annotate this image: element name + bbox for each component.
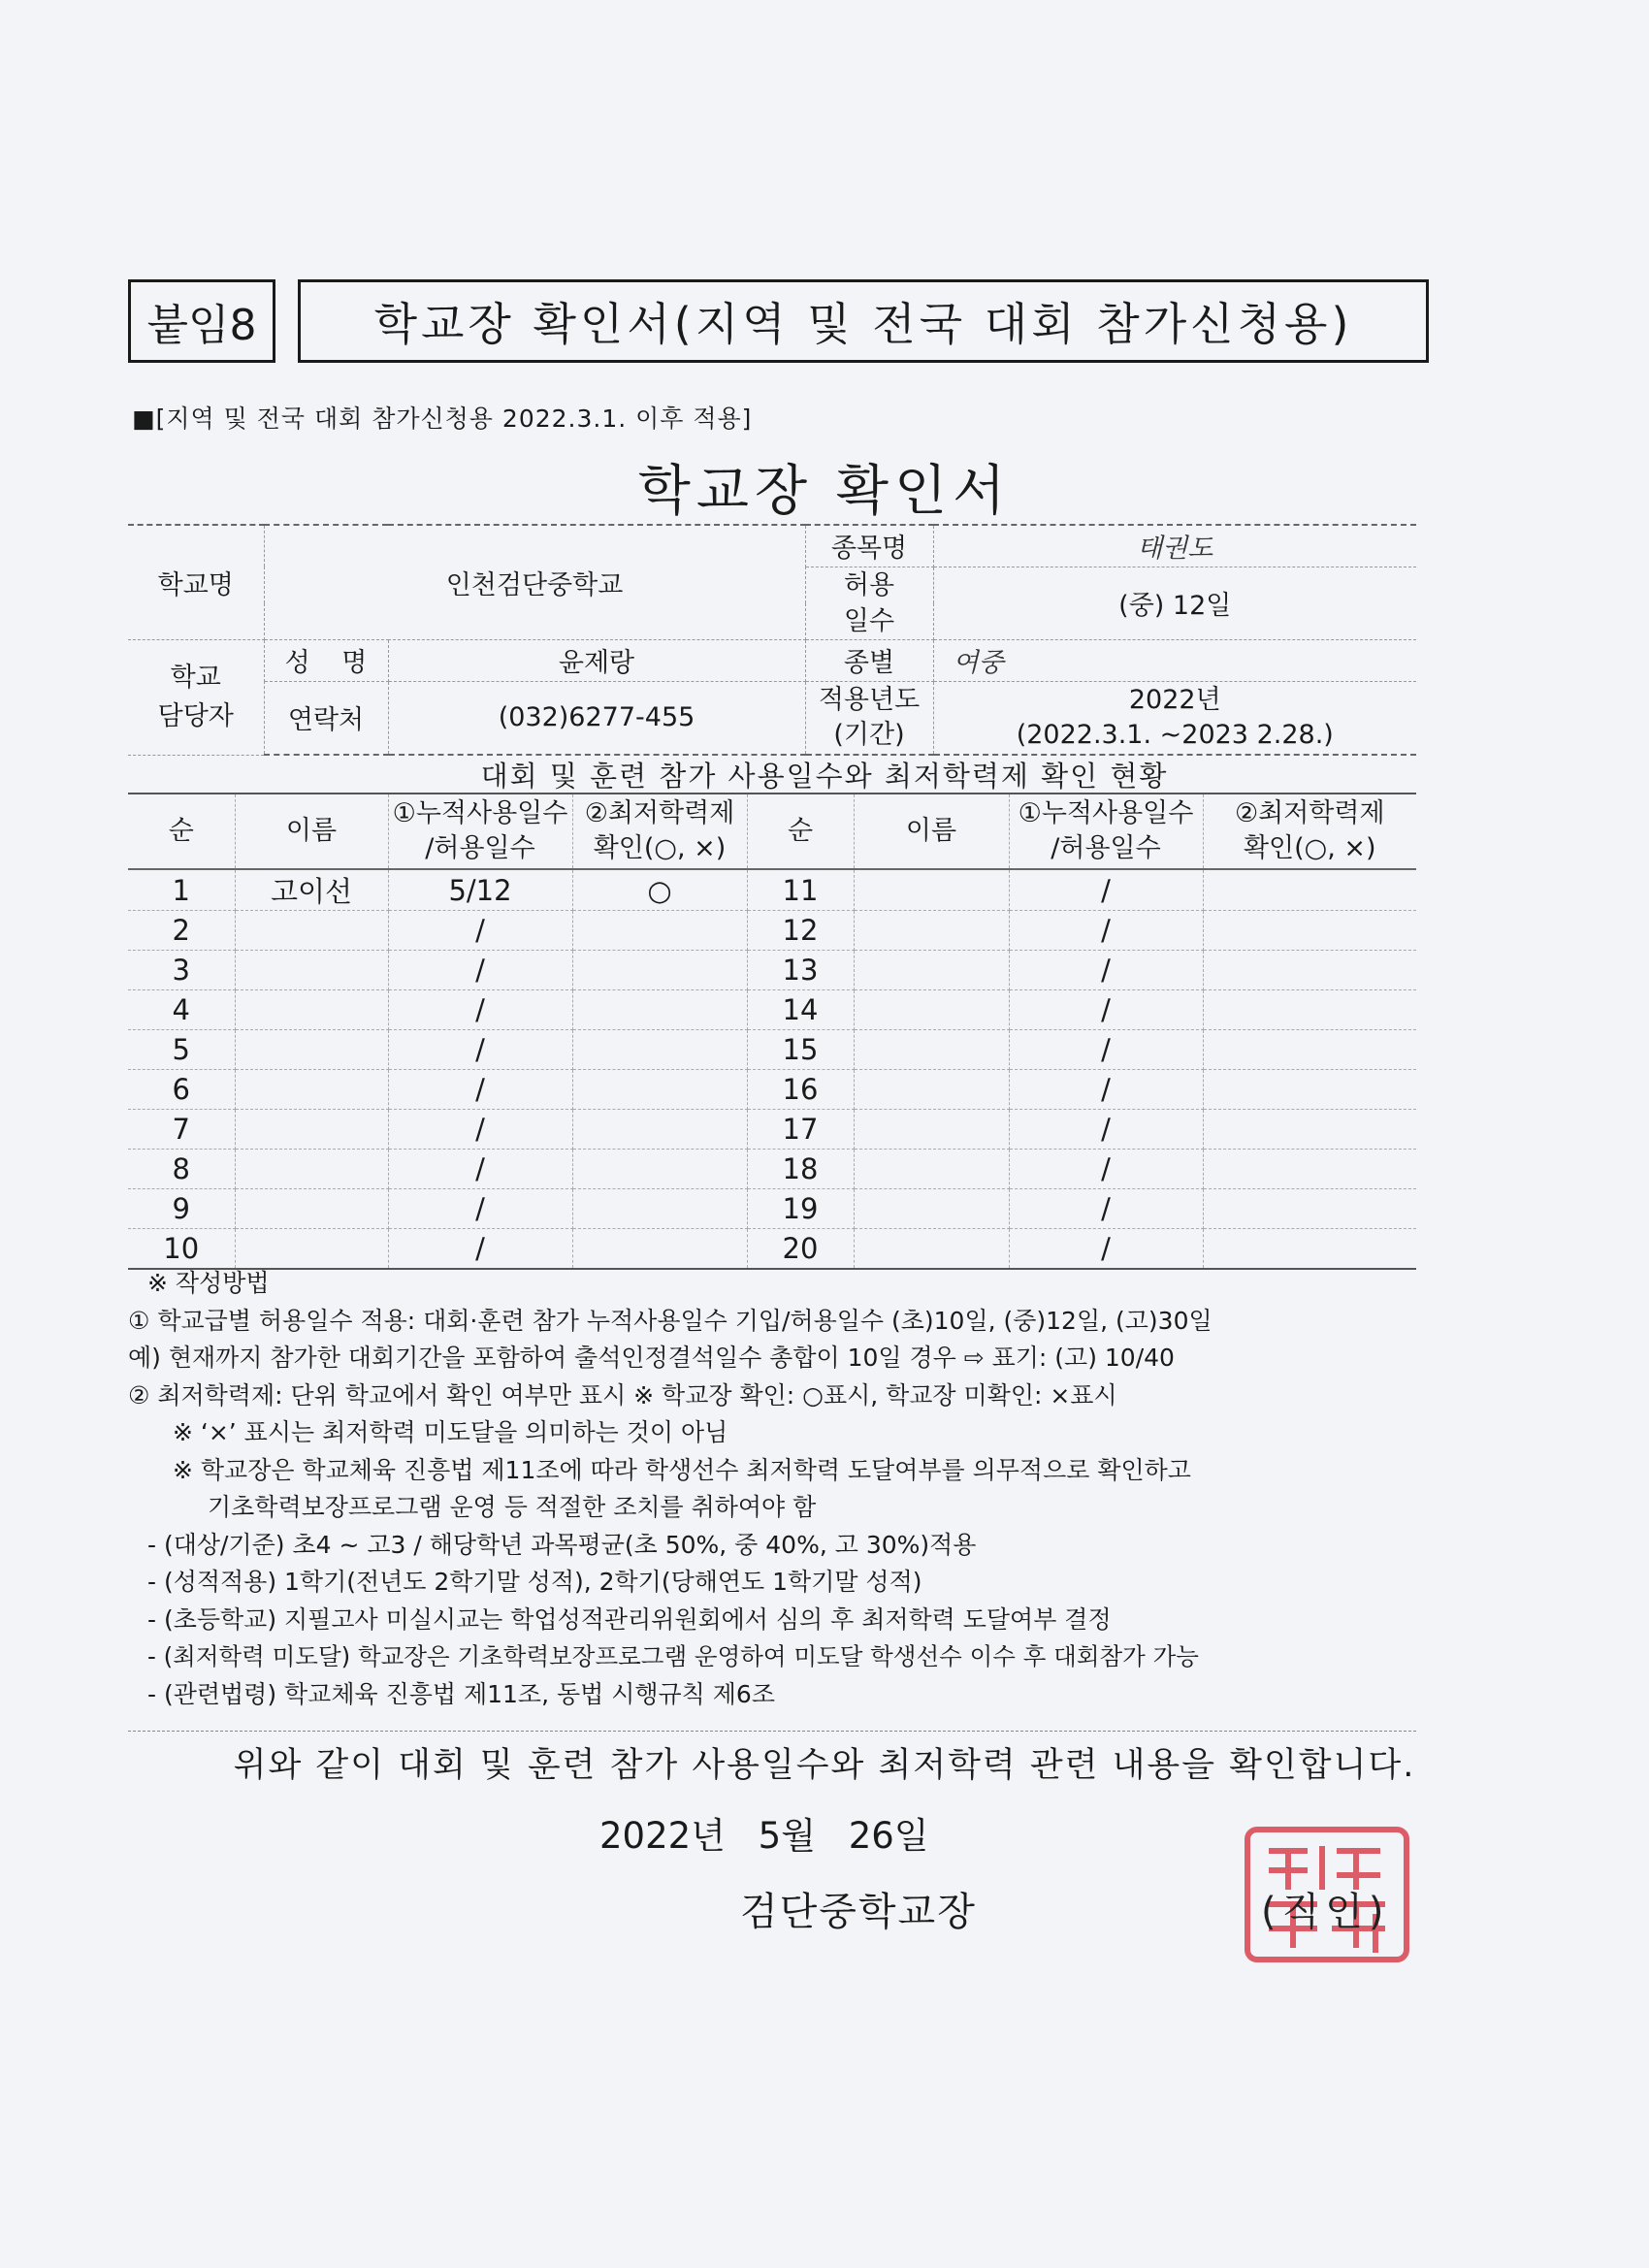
guide-line: - (관련법령) 학교체육 진흥법 제11조, 동법 시행규칙 제6조	[147, 1679, 775, 1708]
table-row	[128, 911, 1416, 951]
guide-line: 예) 현재까지 참가한 대회기간을 포함하여 출석인정결석일수 총합이 10일 경우 ⇨ 표기: (고) 10/40	[128, 1344, 1175, 1372]
cell-check	[1203, 1030, 1416, 1070]
cell-days: /	[1009, 869, 1203, 911]
guide-line: 기초학력보장프로그램 운영 등 적절한 조치를 취하여야 함	[208, 1493, 817, 1521]
header-days-right: ①누적사용일수 /허용일수	[1009, 794, 1203, 869]
cell-name	[235, 1229, 388, 1270]
cell-no: 16	[747, 1070, 854, 1110]
cell-no: 14	[747, 990, 854, 1030]
allowed-days-label: 허용 일수	[805, 567, 933, 639]
table-row	[128, 1070, 1416, 1110]
contact-label: 연락처	[264, 681, 388, 755]
category-label: 종별	[805, 639, 933, 681]
cell-days: /	[388, 1070, 572, 1110]
table-row	[128, 869, 1416, 911]
cell-check	[1203, 990, 1416, 1030]
header-name-right: 이름	[854, 794, 1009, 869]
period-text: (2022.3.1. ~2023 2.28.)	[1016, 719, 1334, 750]
cell-name	[854, 1030, 1009, 1070]
cell-name	[235, 1070, 388, 1110]
cell-check	[572, 1229, 747, 1270]
school-info-table	[128, 524, 1416, 756]
cell-no: 9	[128, 1189, 235, 1229]
cell-check	[1203, 1150, 1416, 1189]
staff-name-label: 성 명	[264, 639, 388, 681]
cell-check	[1203, 1189, 1416, 1229]
table-row	[128, 1189, 1416, 1229]
cell-name	[235, 1110, 388, 1150]
guide-line: - (최저학력 미도달) 학교장은 기초학력보장프로그램 운영하여 미도달 학생선수 이수 후 대회참가 가능	[147, 1642, 1199, 1670]
cell-days: /	[388, 911, 572, 951]
cell-check	[1203, 1110, 1416, 1150]
cell-check	[1203, 911, 1416, 951]
cell-check	[572, 990, 747, 1030]
cell-check	[1203, 1070, 1416, 1110]
cell-days: /	[388, 951, 572, 990]
allowed-days-value: (중) 12일	[933, 567, 1416, 639]
guide-line: ※ 학교장은 학교체육 진흥법 제11조에 따라 학생선수 최저학력 도달여부를 의무적으로 확인하고	[173, 1455, 1191, 1484]
cell-days: /	[1009, 1229, 1203, 1270]
document-header-title: 학교장 확인서(지역 및 전국 대회 참가신청용)	[298, 279, 1429, 363]
signer-title: 검단중학교장	[740, 1890, 977, 1934]
cell-no: 6	[128, 1070, 235, 1110]
cell-days: /	[388, 1189, 572, 1229]
cell-check: ○	[572, 869, 747, 911]
cell-no: 20	[747, 1229, 854, 1270]
cell-no: 11	[747, 869, 854, 911]
cell-no: 10	[128, 1229, 235, 1270]
cell-name	[235, 1189, 388, 1229]
header-days-left: ①누적사용일수 /허용일수	[388, 794, 572, 869]
table-row	[128, 990, 1416, 1030]
cell-days: /	[1009, 951, 1203, 990]
cell-check	[572, 951, 747, 990]
cell-no: 8	[128, 1150, 235, 1189]
page-title: 학교장 확인서	[637, 460, 1012, 523]
cell-no: 15	[747, 1030, 854, 1070]
writing-guide	[128, 1265, 1428, 1713]
table-row	[128, 1030, 1416, 1070]
school-name-label: 학교명	[128, 525, 264, 639]
guide-line: - (대상/기준) 초4 ~ 고3 / 해당학년 과목평균(초 50%, 중 40%, 고 30%)적용	[147, 1530, 977, 1559]
records-section-title: 대회 및 훈련 참가 사용일수와 최저학력제 확인 현황	[480, 760, 1169, 793]
applicability-notice: ■[지역 및 전국 대회 참가신청용 2022.3.1. 이후 적용]	[132, 405, 753, 433]
cell-no: 19	[747, 1189, 854, 1229]
cell-name	[854, 1070, 1009, 1110]
cell-no: 2	[128, 911, 235, 951]
cell-name	[854, 869, 1009, 911]
cell-name	[854, 1150, 1009, 1189]
cell-days: /	[1009, 1110, 1203, 1150]
cell-days: /	[388, 1150, 572, 1189]
cell-check	[1203, 869, 1416, 911]
cell-name	[235, 911, 388, 951]
cell-days: /	[388, 1229, 572, 1270]
cell-name	[854, 951, 1009, 990]
contact-value: (032)6277-455	[388, 681, 805, 755]
cell-days: /	[1009, 990, 1203, 1030]
table-row	[128, 951, 1416, 990]
cell-check	[1203, 951, 1416, 990]
cell-check	[572, 1070, 747, 1110]
records-body	[128, 869, 1416, 1269]
cell-no: 4	[128, 990, 235, 1030]
year-label: 적용년도 (기간)	[805, 681, 933, 755]
cell-days: /	[1009, 1150, 1203, 1189]
cell-days: /	[388, 990, 572, 1030]
cell-name	[854, 1229, 1009, 1270]
cell-days: /	[1009, 1070, 1203, 1110]
header-check-right: ②최저학력제 확인(○, ×)	[1203, 794, 1416, 869]
cell-no: 1	[128, 869, 235, 911]
guide-line: ※ ‘×’ 표시는 최저학력 미도달을 의미하는 것이 아님	[173, 1418, 728, 1446]
staff-label: 학교 담당자	[128, 639, 264, 755]
sport-label: 종목명	[805, 525, 933, 567]
cell-name	[235, 1150, 388, 1189]
cell-days: /	[388, 1110, 572, 1150]
cell-no: 5	[128, 1030, 235, 1070]
cell-days: /	[1009, 1189, 1203, 1229]
cell-check	[572, 1110, 747, 1150]
cell-days: /	[388, 1030, 572, 1070]
confirmation-statement: 위와 같이 대회 및 훈련 참가 사용일수와 최저학력 관련 내용을 확인합니다.	[233, 1746, 1416, 1785]
cell-name: 고이선	[235, 869, 388, 911]
header-no-right: 순	[747, 794, 854, 869]
cell-name	[235, 1030, 388, 1070]
cell-no: 3	[128, 951, 235, 990]
header-no-left: 순	[128, 794, 235, 869]
cell-check	[572, 1030, 747, 1070]
guide-line: ① 학교급별 허용일수 적용: 대회·훈련 참가 누적사용일수 기입/허용일수 (초)10일, (중)12일, (고)30일	[128, 1306, 1212, 1335]
cell-no: 7	[128, 1110, 235, 1150]
table-row	[128, 1150, 1416, 1189]
guide-line: - (성적적용) 1학기(전년도 2학기말 성적), 2학기(당해연도 1학기말 성적)	[147, 1568, 922, 1596]
divider	[128, 1731, 1416, 1732]
category-value: 여중	[933, 639, 1416, 681]
cell-name	[854, 911, 1009, 951]
cell-name	[235, 951, 388, 990]
school-name-value: 인천검단중학교	[264, 525, 805, 639]
cell-check	[572, 1150, 747, 1189]
cell-name	[854, 1189, 1009, 1229]
cell-no: 17	[747, 1110, 854, 1150]
guide-line: - (초등학교) 지필고사 미실시교는 학업성적관리위원회에서 심의 후 최저학력 도달여부 결정	[147, 1604, 1112, 1634]
table-row	[128, 1229, 1416, 1270]
guide-line: ② 최저학력제: 단위 학교에서 확인 여부만 표시 ※ 학교장 확인: ○표시, 학교장 미확인: ×표시	[128, 1380, 1117, 1409]
year-value	[933, 681, 1416, 755]
cell-no: 18	[747, 1150, 854, 1189]
cell-check	[572, 1189, 747, 1229]
cell-check	[1203, 1229, 1416, 1270]
cell-days: 5/12	[388, 869, 572, 911]
cell-name	[854, 990, 1009, 1030]
cell-days: /	[1009, 1030, 1203, 1070]
cell-check	[572, 911, 747, 951]
header-check-left: ②최저학력제 확인(○, ×)	[572, 794, 747, 869]
cell-no: 12	[747, 911, 854, 951]
header-name-left: 이름	[235, 794, 388, 869]
cell-name	[235, 990, 388, 1030]
cell-days: /	[1009, 911, 1203, 951]
cell-name	[854, 1110, 1009, 1150]
issue-date: 2022년 5월 26일	[599, 1815, 929, 1857]
cell-no: 13	[747, 951, 854, 990]
seal-label: (직인)	[1261, 1890, 1390, 1934]
records-table	[128, 793, 1416, 1270]
table-row	[128, 1110, 1416, 1150]
year-text: 2022년	[1128, 684, 1221, 715]
guide-heading: ※ 작성방법	[147, 1269, 270, 1297]
staff-name-value: 윤제랑	[388, 639, 805, 681]
sport-value: 태권도	[933, 525, 1416, 567]
attachment-label: 붙임8	[128, 279, 275, 363]
